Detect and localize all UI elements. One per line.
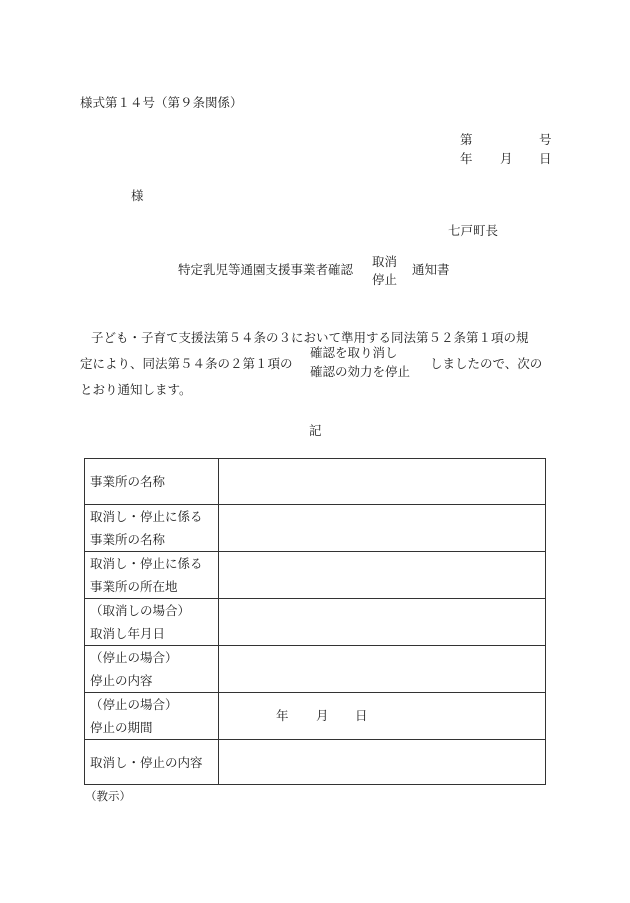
row-label-line: 停止の期間 [90,720,153,735]
row-value[interactable] [219,740,546,785]
footer-note: （教示） [85,789,131,803]
table-row [85,459,546,505]
doc-number-suffix: 号 [539,132,552,147]
row-label [85,599,219,646]
body-option-suspend: 確認の効力を停止 [310,364,411,379]
row-value[interactable] [219,599,546,646]
body-line-2-after: しましたので、次の [430,356,543,371]
row-value[interactable] [219,552,546,599]
ki-heading: 記 [309,423,322,438]
date-month: 月 [500,151,513,166]
title-option-suspend: 停止 [372,272,398,287]
row-label [85,646,219,693]
row-label [85,740,219,785]
row-label-line: 取消し・停止に係る [90,556,203,571]
row-label-line: 事業所の名称 [90,474,166,489]
period-day: 日 [355,708,368,723]
table-row [85,646,546,693]
table-row [85,505,546,552]
doc-number-prefix: 第 [460,132,473,147]
body-line-2-before: 定により、同法第５４条の２第１項の [80,356,293,371]
table-row [85,740,546,785]
row-label-line: 停止の内容 [90,673,153,688]
title-option-cancel: 取消 [372,254,398,269]
body-option-revoke: 確認を取り消し [310,345,398,360]
row-label-line: （停止の場合） [90,697,178,712]
row-value[interactable] [219,459,546,505]
row-label-line: 事業所の名称 [90,532,166,547]
row-label-line: （取消しの場合） [90,603,191,618]
table-row [85,693,546,740]
row-label [85,505,219,552]
addressee-honorific: 様 [131,188,144,203]
title-main: 特定乳児等通園支援事業者確認 [178,262,354,277]
row-value[interactable] [219,646,546,693]
row-label-line: 取消し・停止の内容 [90,754,203,770]
date-year: 年 [460,151,473,166]
table-row [85,552,546,599]
form-number: 様式第１４号（第９条関係） [80,95,243,110]
row-value-period[interactable] [219,693,546,740]
period-month: 月 [316,708,329,723]
table-row [85,599,546,646]
title-suffix: 通知書 [412,262,450,277]
row-label-line: 取消し・停止に係る [90,509,203,524]
body-line-1: 子ども・子育て支援法第５４条の３において準用する同法第５２条第１項の規 [91,330,529,345]
row-label [85,693,219,740]
row-label-line: 取消し年月日 [90,626,166,641]
row-value[interactable] [219,505,546,552]
issuer: 七戸町長 [448,223,499,238]
details-table [84,458,546,785]
row-label-line: （停止の場合） [90,650,178,665]
period-year: 年 [276,708,289,723]
row-label-line: 事業所の所在地 [90,579,178,594]
date-day: 日 [539,151,552,166]
row-label [85,459,219,505]
row-label [85,552,219,599]
body-line-3: とおり通知します。 [80,382,192,397]
